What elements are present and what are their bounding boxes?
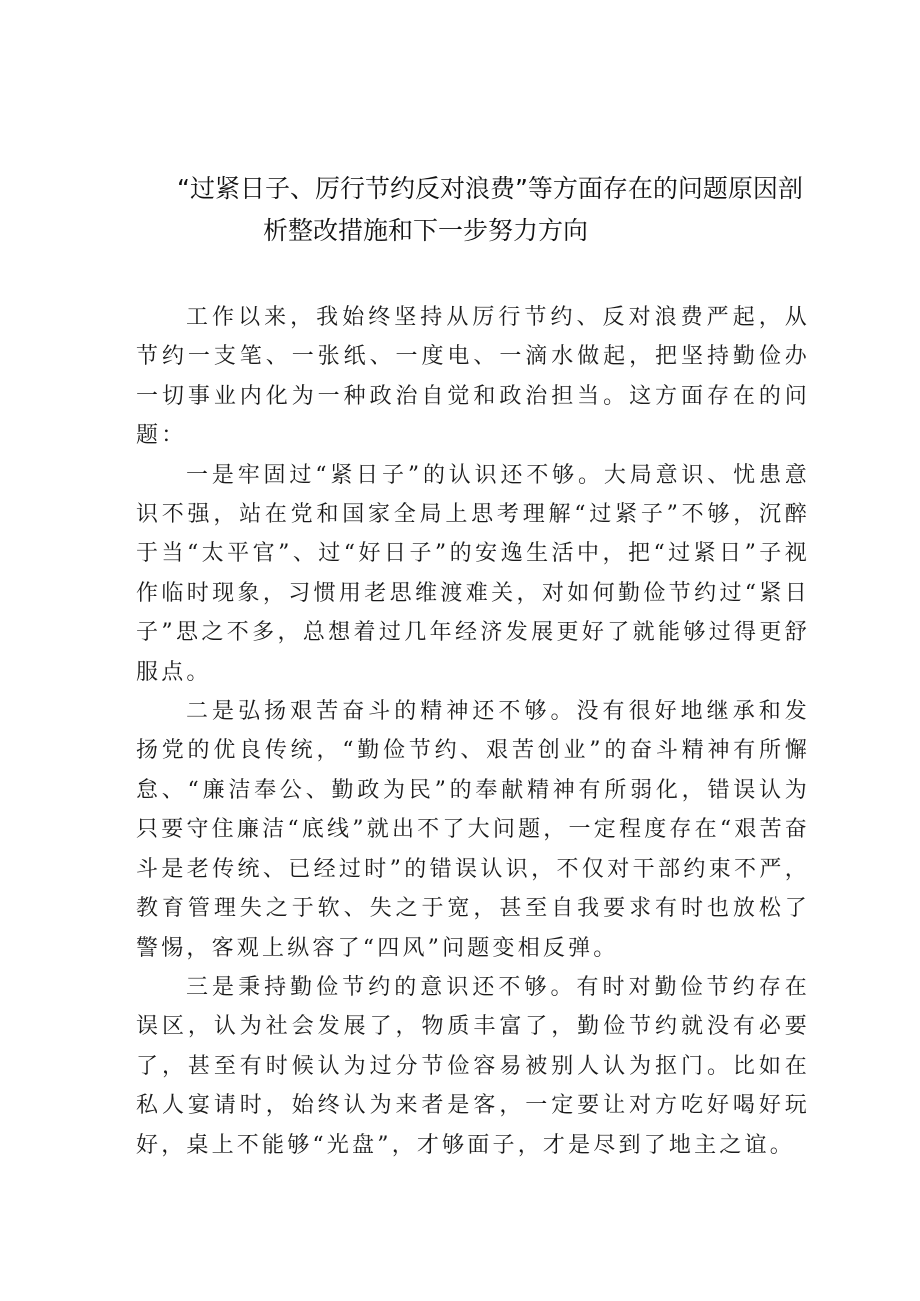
title-line-2: 析整改措施和下一步努力方向 xyxy=(263,216,589,245)
paragraph-intro: 工作以来，我始终坚持从厉行节约、反对浪费严起，从节约一支笔、一张纸、一度电、一滴水做起，把坚持勤俭办一切事业内化为一种政治自觉和政治担当。这方面存在的问题： xyxy=(136,305,810,449)
document-body xyxy=(136,298,810,1165)
paragraph-point-2: 二是弘扬艰苦奋斗的精神还不够。没有很好地继承和发扬党的优良传统，“勤俭节约、艰苦创业”的奋斗精神有所懈怠、“廉洁奉公、勤政为民”的奉献精神有所弱化，错误认为只要守住廉洁“底线”就出不了大问题，一定程度存在“艰苦奋斗是老传统、已经过时”的错误认识，不仅对干部约束不严，教育管理失之于软、失之于宽，甚至自我要求有时也放松了警惕，客观上纵容了“四风”问题变相反弹。 xyxy=(136,699,810,961)
paragraph-point-3: 三是秉持勤俭节约的意识还不够。有时对勤俭节约存在误区，认为社会发展了，物质丰富了，勤俭节约就没有必要了，甚至有时候认为过分节俭容易被别人认为抠门。比如在私人宴请时，始终认为来者是客，一定要让对方吃好喝好玩好，桌上不能够“光盘”，才够面子，才是尽到了地主之谊。 xyxy=(136,974,810,1158)
paragraph-point-1: 一是牢固过“紧日子”的认识还不够。大局意识、忧患意识不强，站在党和国家全局上思考理解“过紧子”不够，沉醉于当“太平官”、过“好日子”的安逸生活中，把“过紧日”子视作临时现象，习惯用老思维渡难关，对如何勤俭节约过“紧日子”思之不多，总想着过几年经济发展更好了就能够过得更舒服点。 xyxy=(136,462,810,685)
title-line-1: “过紧日子、厉行节约反对浪费”等方面存在的问题原因剖 xyxy=(177,174,803,203)
document-title xyxy=(140,168,810,252)
